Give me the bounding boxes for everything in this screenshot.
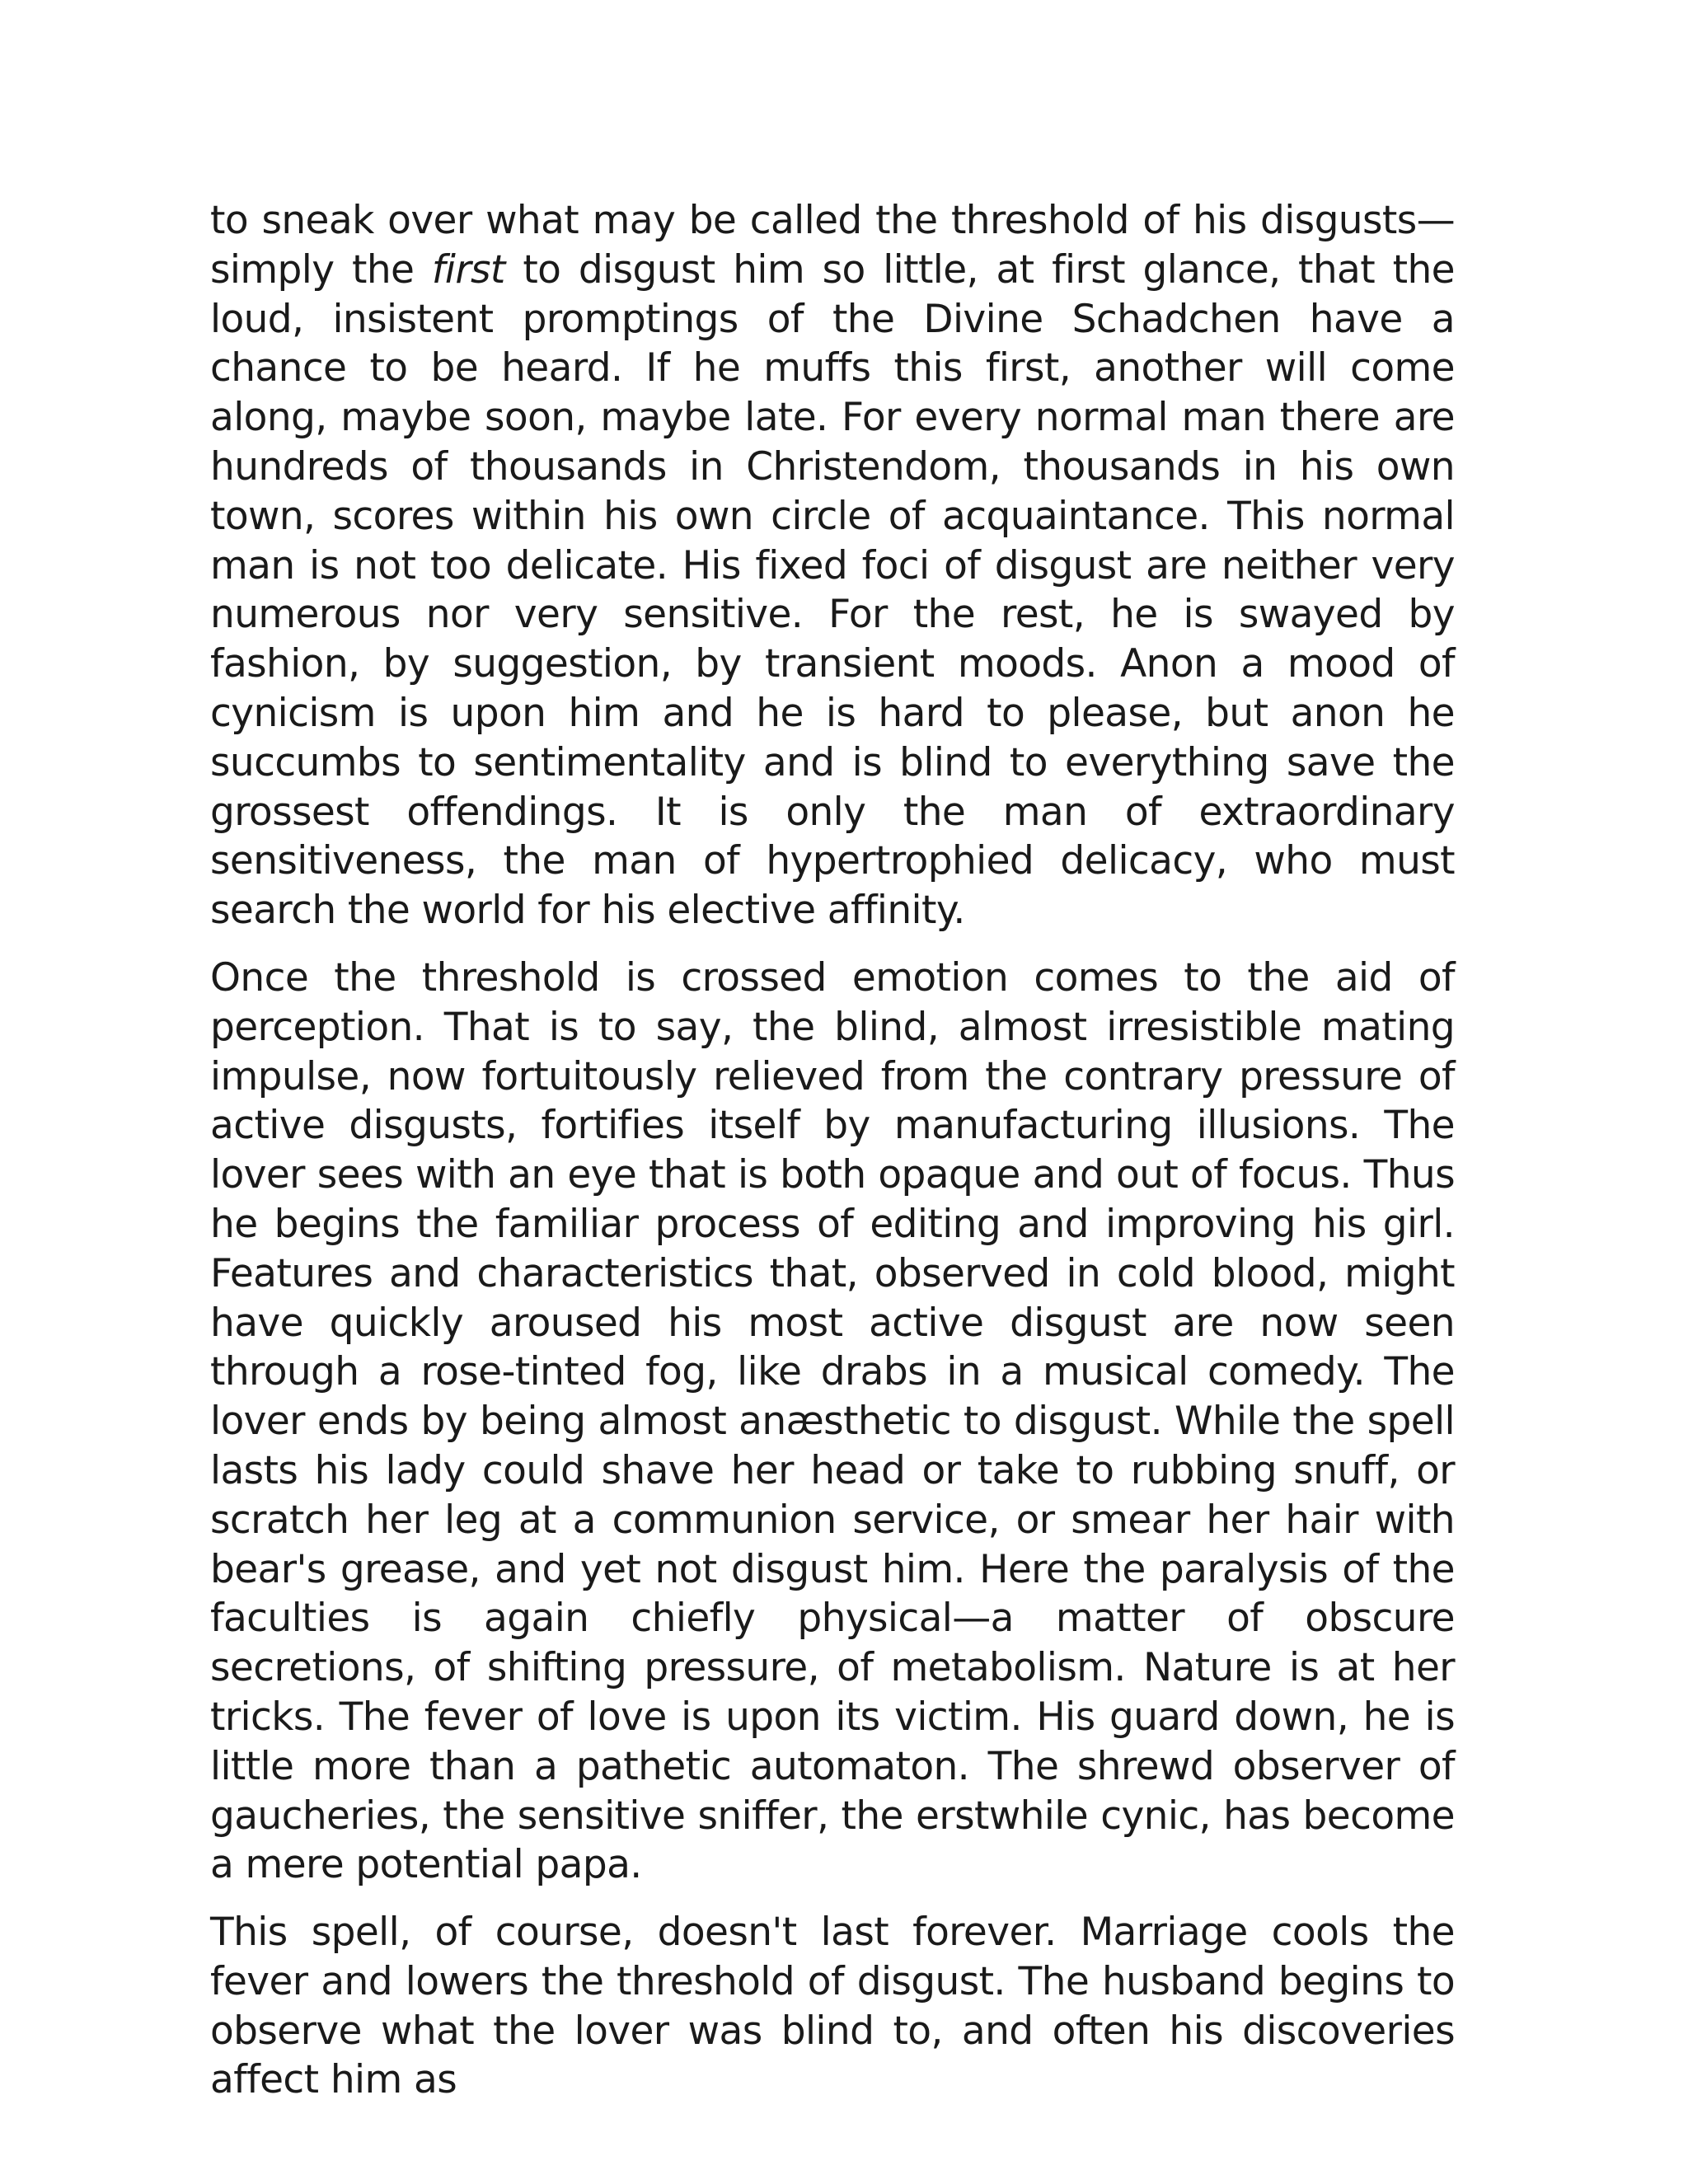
- paragraph-3: [210, 1908, 1455, 2105]
- paragraph-text: to disgust him so little, at first glance, that the loud, insistent promptings of the Divine Schadchen have a chance to be heard. If he muffs this first, another will come along, maybe soon, maybe late. For every normal man there are hundreds of thousands in Christendom, thousands in his own town, scores within his own circle of acquaintance. This normal man is not too delicate. His fixed foci of disgust are neither very numerous nor very sensitive. For the rest, he is swayed by fashion, by suggestion, by transient moods. Anon a mood of cynicism is upon him and he is hard to please, but anon he succumbs to sentimentality and is blind to everything save the grossest offendings. It is only the man of extraordinary sensitiveness, the man of hypertrophied delicacy, who must search the world for his elective affinity.: [210, 246, 1455, 934]
- emphasis-text: first: [431, 246, 505, 293]
- paragraph-2: [210, 954, 1455, 1890]
- paragraph-text: Once the threshold is crossed emotion comes to the aid of perception. That is to say, the blind, almost irresistible mating impulse, now fortuitously relieved from the contrary pressure of active disgusts, fortifies itself by manufacturing illusions. The lover sees with an eye that is both opaque and out of focus. Thus he begins the familiar process of editing and improving his girl. Features and characteristics that, observed in cold blood, might have quickly aroused his most active disgust are now seen through a rose-tinted fog, like drabs in a musical comedy. The lover ends by being almost anæsthetic to disgust. While the spell lasts his lady could shave her head or take to rubbing snuff, or scratch her leg at a communion service, or smear her hair with bear's grease, and yet not disgust him. Here the paralysis of the faculties is again chiefly physical—a matter of obscure secretions, of shifting pressure, of metabolism. Nature is at her tricks. The fever of love is upon its victim. His guard down, he is little more than a pathetic automaton. The shrewd observer of gaucheries, the sensitive sniffer, the erstwhile cynic, has become a mere potential papa.: [210, 954, 1455, 1888]
- document-page: [210, 196, 1455, 2123]
- paragraph-1: [210, 196, 1455, 935]
- paragraph-text: to sneak over what may be called the threshold of his disgusts—simply the: [210, 198, 1455, 293]
- paragraph-text: This spell, of course, doesn't last forever. Marriage cools the fever and lowers the threshold of disgust. The husband begins to observe what the lover was blind to, and often his discoveries affect him as: [210, 1910, 1455, 2103]
